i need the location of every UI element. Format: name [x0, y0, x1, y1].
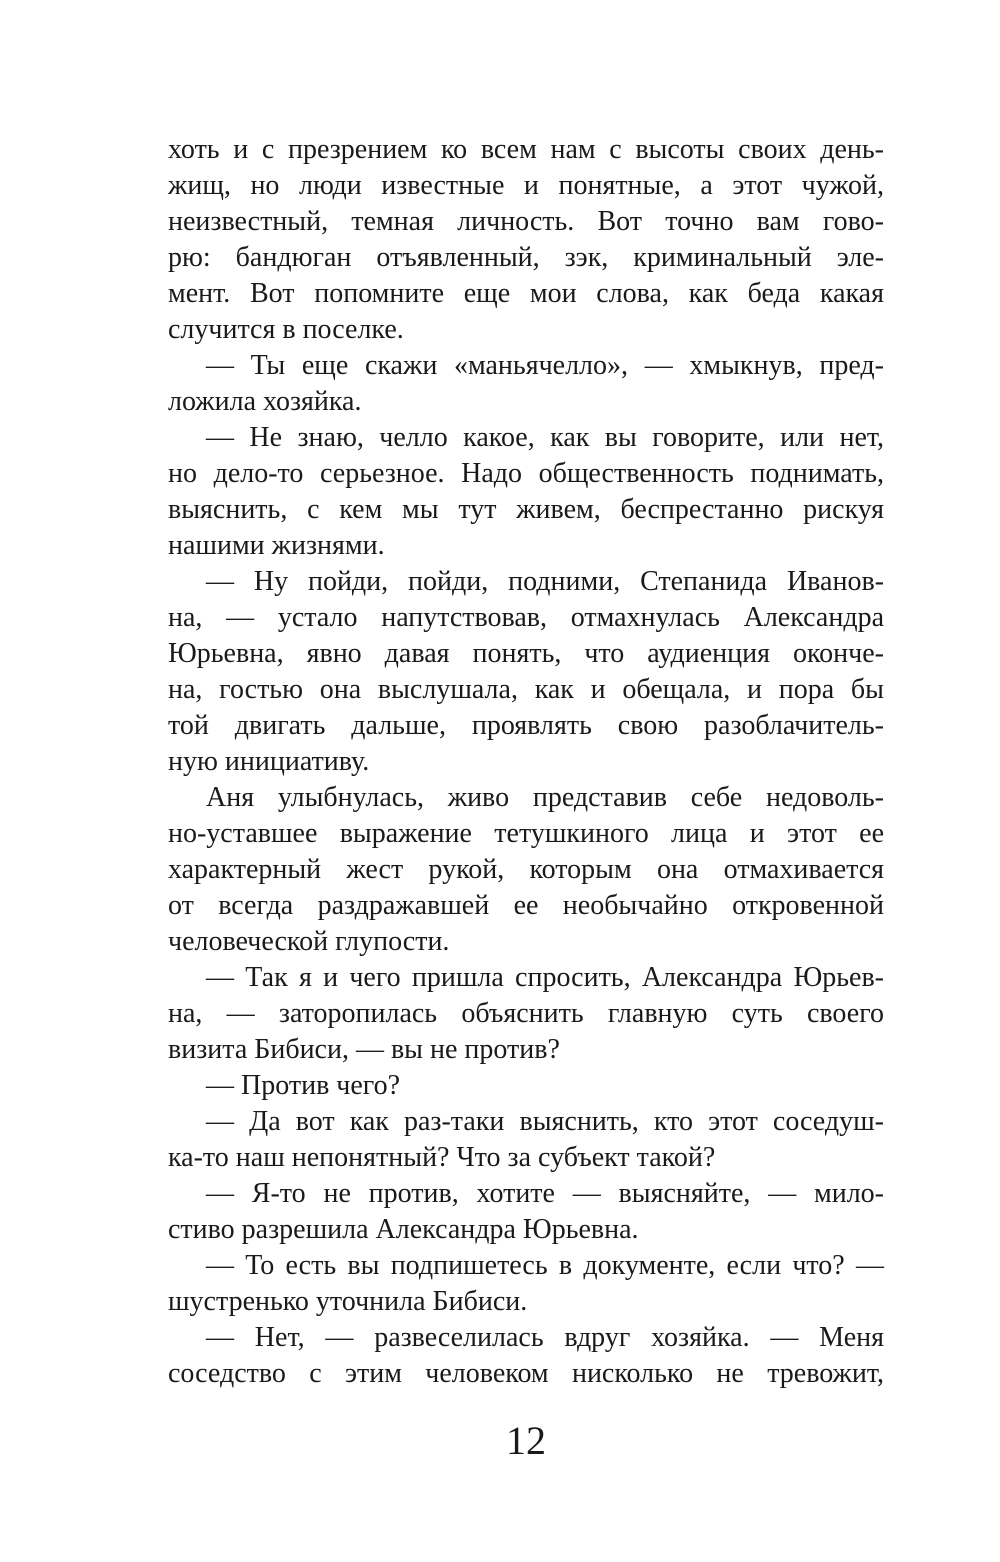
text-line: выяснить, с кем мы тут живем, беспрестанно рискуя [168, 494, 884, 525]
text-line: визита Бибиси, — вы не против? [168, 1034, 560, 1065]
paragraph [168, 1176, 884, 1248]
text-line: — Против чего? [206, 1070, 401, 1101]
text-line: — Да вот как раз-таки выяснить, кто этот соседуш- [206, 1106, 884, 1137]
text-line: характерный жест рукой, которым она отмахивается [168, 854, 884, 885]
text-line: стиво разрешила Александра Юрьевна. [168, 1214, 639, 1245]
paragraph [168, 1104, 884, 1176]
text-line: ную инициативу. [168, 746, 370, 777]
text-line: но дело-то серьезное. Надо общественность поднимать, [168, 458, 884, 489]
text-line: неизвестный, темная личность. Вот точно вам гово- [168, 206, 884, 237]
text-line: — Ну пойди, пойди, подними, Степанида Иванов- [206, 566, 884, 597]
text-line: — Я-то не против, хотите — выясняйте, — мило- [206, 1178, 884, 1209]
paragraph [168, 420, 884, 564]
text-line: на, — устало напутствовав, отмахнулась Александра [168, 602, 884, 633]
text-line: мент. Вот попомните еще мои слова, как беда какая [168, 278, 884, 309]
text-line: шустренько уточнила Бибиси. [168, 1286, 528, 1317]
text-line: — То есть вы подпишетесь в документе, если что? — [206, 1250, 884, 1281]
page-text [168, 132, 884, 1392]
paragraph [168, 1068, 884, 1104]
text-line: Юрьевна, явно давая понять, что аудиенция оконче- [168, 638, 884, 669]
text-line: — Так я и чего пришла спросить, Александра Юрьев- [206, 962, 884, 993]
paragraph [168, 348, 884, 420]
text-line: — Нет, — развеселилась вдруг хозяйка. — Меня [206, 1322, 884, 1353]
text-line: нашими жизнями. [168, 530, 385, 561]
text-line: той двигать дальше, проявлять свою разоблачитель- [168, 710, 884, 741]
text-line: ложила хозяйка. [168, 386, 362, 417]
text-line: ка-то наш непонятный? Что за субъект такой? [168, 1142, 716, 1173]
text-line: — Ты еще скажи «маньячелло», — хмыкнув, пред- [206, 350, 884, 381]
text-line: на, — заторопилась объяснить главную суть своего [168, 998, 884, 1029]
text-line: человеческой глупости. [168, 926, 450, 957]
paragraph [168, 1320, 884, 1392]
text-line: соседство с этим человеком нисколько не тревожит, [168, 1358, 884, 1389]
text-line: хоть и с презрением ко всем нам с высоты своих день- [168, 134, 884, 165]
paragraph [168, 564, 884, 780]
text-line: от всегда раздражавшей ее необычайно откровенной [168, 890, 884, 921]
paragraph [168, 132, 884, 348]
text-line: жищ, но люди известные и понятные, а этот чужой, [168, 170, 884, 201]
text-line: Аня улыбнулась, живо представив себе недоволь- [206, 782, 884, 813]
paragraph [168, 780, 884, 960]
text-line: на, гостью она выслушала, как и обещала, и пора бы [168, 674, 884, 705]
text-line: — Не знаю, челло какое, как вы говорите, или нет, [206, 422, 884, 453]
text-line: рю: бандюган отъявленный, зэк, криминальный эле- [168, 242, 884, 273]
text-line: но-уставшее выражение тетушкиного лица и этот ее [168, 818, 884, 849]
page-number: 12 [506, 1418, 546, 1463]
text-line: случится в поселке. [168, 314, 404, 345]
paragraph [168, 1248, 884, 1320]
paragraph [168, 960, 884, 1068]
